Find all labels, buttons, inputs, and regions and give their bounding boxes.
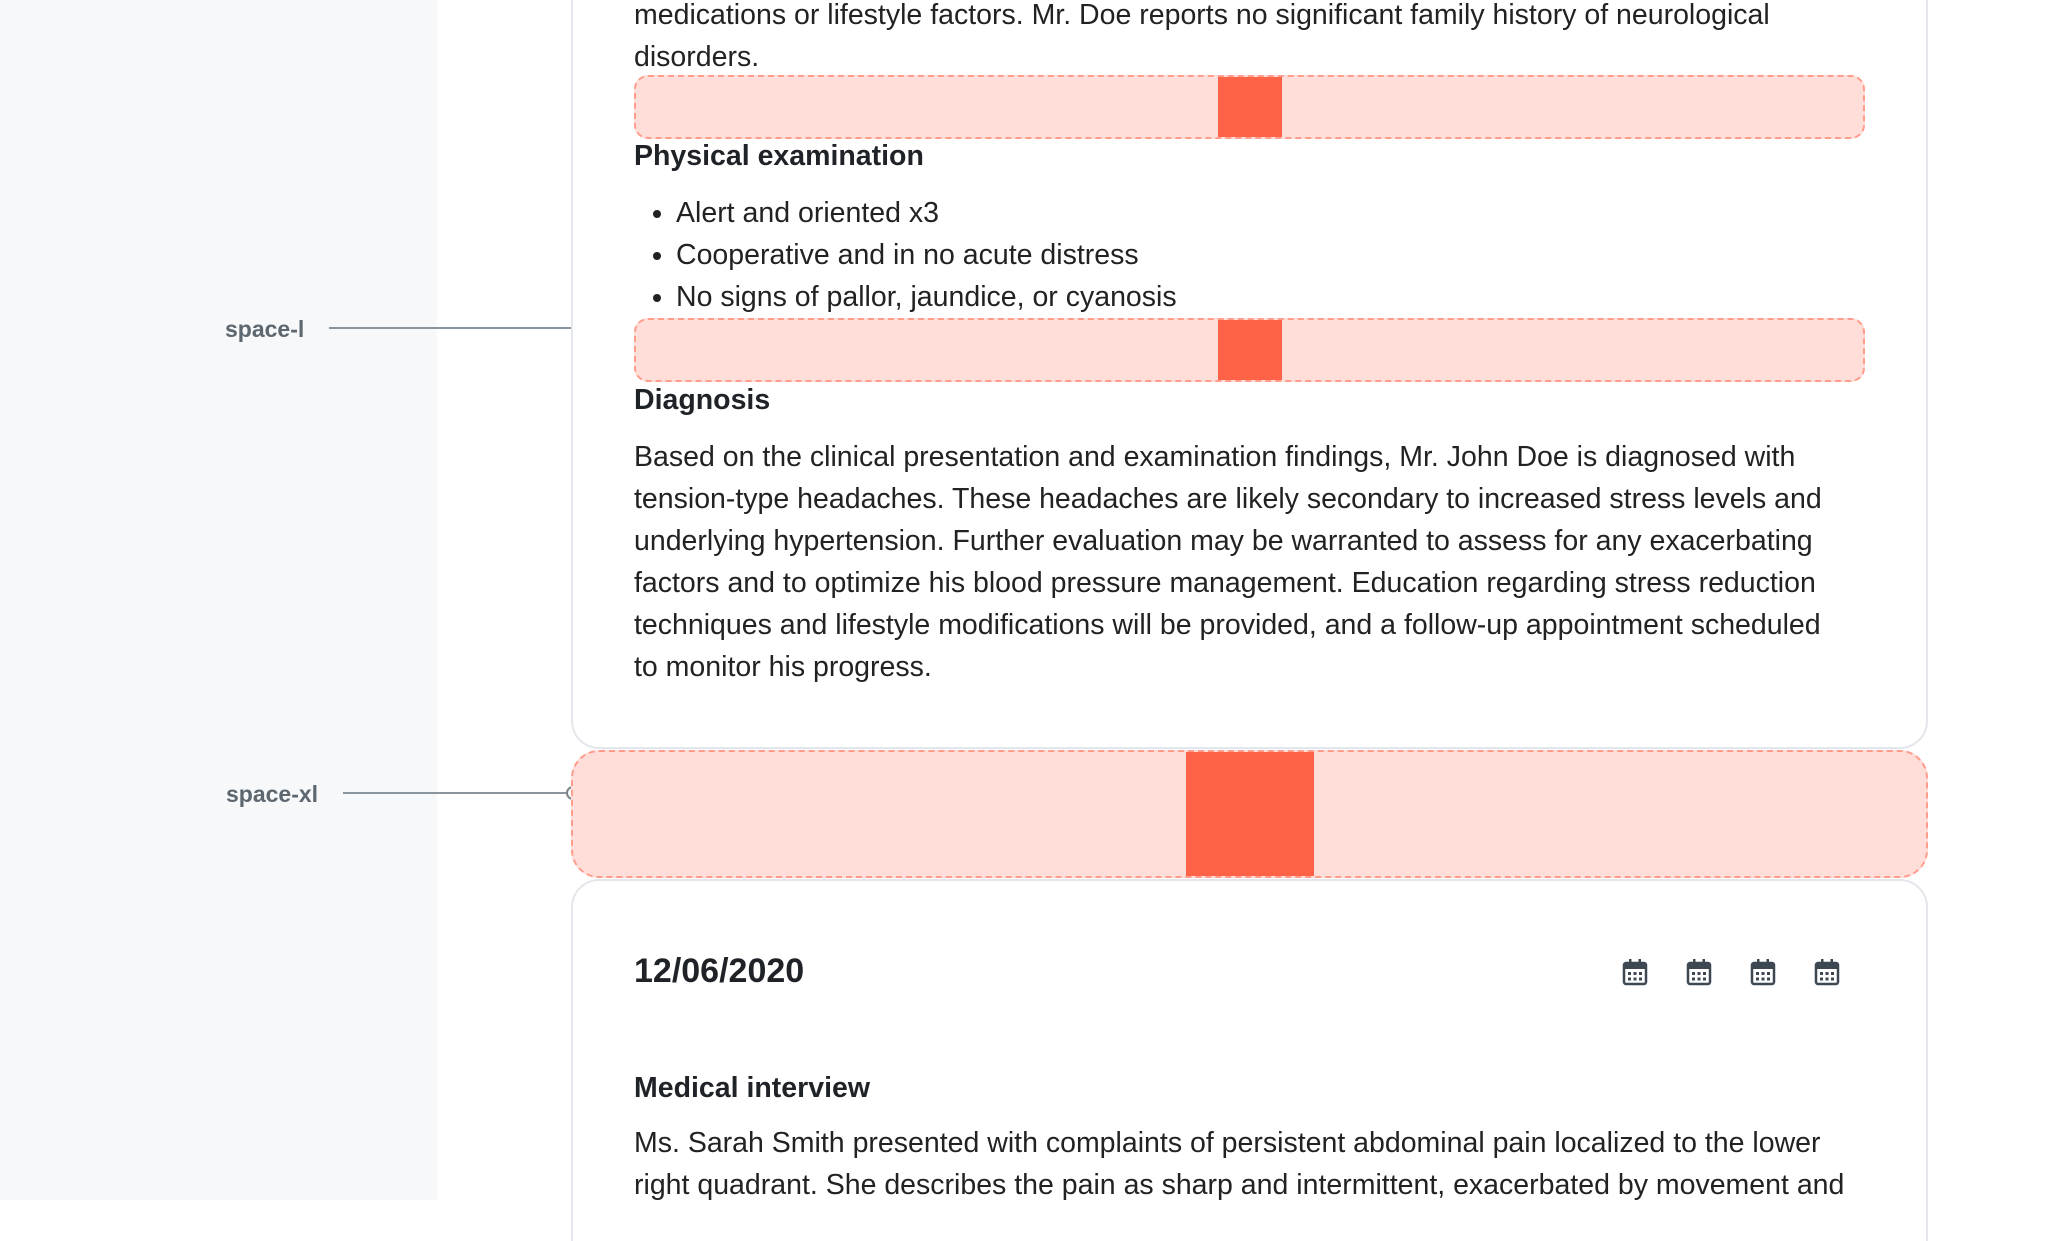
entry-actions — [1620, 957, 1842, 987]
space-xl-leader-line — [343, 792, 570, 794]
diagnosis-line: techniques and lifestyle modifications will be provided, and a follow-up appointment scheduled — [634, 609, 1821, 641]
physical-exam-list — [634, 192, 1177, 318]
diagnosis-paragraph — [634, 436, 1874, 688]
list-item: • Cooperative and in no acute distress — [676, 234, 1177, 276]
entry-date: 12/06/2020 — [634, 952, 805, 990]
medical-interview-heading: Medical interview — [634, 1072, 871, 1104]
diagnosis-line: tension-type headaches. These headaches are likely secondary to increased stress levels and — [634, 483, 1822, 515]
spacing-indicator-l — [634, 318, 1865, 382]
calendar-icon[interactable] — [1812, 957, 1842, 987]
interview-line: Ms. Sarah Smith presented with complaints of persistent abdominal pain localized to the lower — [634, 1127, 1821, 1159]
calendar-icon[interactable] — [1684, 957, 1714, 987]
medical-interview-paragraph — [634, 1122, 1874, 1206]
spacing-indicator-m — [634, 75, 1865, 139]
list-item: • No signs of pallor, jaundice, or cyanosis — [676, 276, 1177, 318]
diagnosis-heading: Diagnosis — [634, 384, 771, 416]
diagnosis-line: Based on the clinical presentation and examination findings, Mr. John Doe is diagnosed with — [634, 441, 1796, 473]
physical-exam-heading: Physical examination — [634, 140, 924, 172]
space-l-label: space-l — [225, 316, 305, 342]
space-xl-annotation — [226, 781, 586, 812]
history-line: medications or lifestyle factors. Mr. Doe reports no significant family history of neurological — [634, 0, 1770, 31]
spacing-indicator-xl — [571, 750, 1928, 878]
space-xl-label: space-xl — [226, 781, 319, 807]
calendar-icon[interactable] — [1620, 957, 1650, 987]
diagnosis-line: to monitor his progress. — [634, 651, 932, 683]
list-item: • Alert and oriented x3 — [676, 192, 1177, 234]
diagnosis-line: factors and to optimize his blood pressure management. Education regarding stress reduction — [634, 567, 1816, 599]
calendar-icon[interactable] — [1748, 957, 1778, 987]
diagnosis-line: underlying hypertension. Further evaluation may be warranted to assess for any exacerbating — [634, 525, 1813, 557]
spacing-indicator-center — [1186, 752, 1314, 876]
interview-line: right quadrant. She describes the pain as sharp and intermittent, exacerbated by movement and — [634, 1169, 1845, 1201]
spacing-indicator-center — [1218, 77, 1282, 137]
history-line: disorders. — [634, 41, 760, 73]
spacing-indicator-center — [1218, 320, 1282, 380]
left-panel — [0, 0, 437, 1200]
history-paragraph — [634, 0, 1874, 78]
